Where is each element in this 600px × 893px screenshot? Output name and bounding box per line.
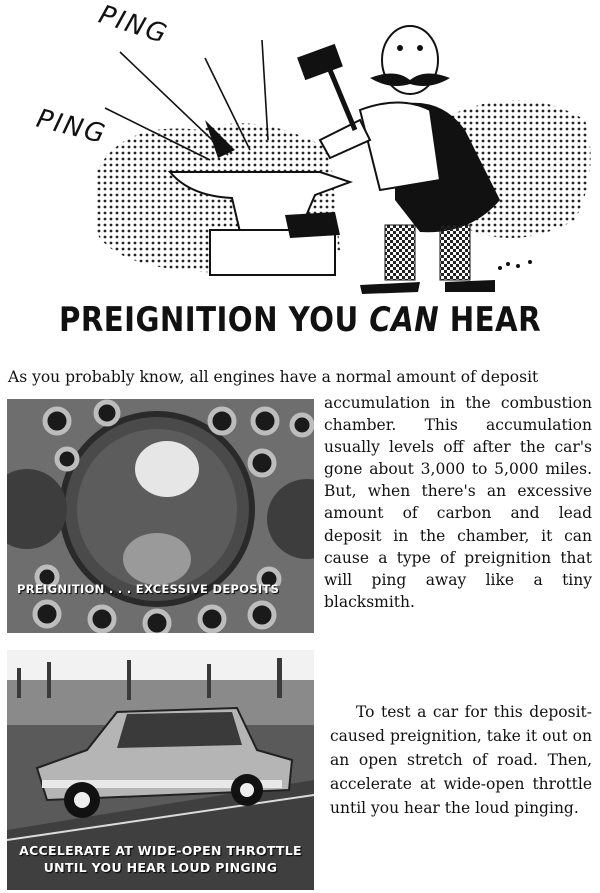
headline-part2: CAN bbox=[369, 300, 440, 340]
ping-text-top: PING bbox=[95, 0, 172, 51]
photo2-caption-line2: UNTIL YOU HEAR LOUD PINGING bbox=[43, 860, 278, 875]
blacksmith-illustration bbox=[0, 0, 600, 300]
headline-part3: HEAR bbox=[439, 300, 542, 340]
engine-deposits-photo bbox=[7, 399, 314, 633]
headline bbox=[42, 300, 558, 340]
headline-part1: PREIGNITION YOU bbox=[58, 300, 370, 340]
photo2-caption bbox=[7, 842, 314, 876]
photo1-caption: PREIGNITION . . . EXCESSIVE DEPOSITS bbox=[17, 582, 280, 596]
photo2-caption-line1: ACCELERATE AT WIDE-OPEN THROTTLE bbox=[19, 843, 302, 858]
paragraph-deposits: accumulation in the combustion chamber. This accumulation usually levels off after the car's gone about 3,000 to 5,000 miles. But, when there's an excessive amount of carbon and lead deposit in the chamber, it can cause a type of preignition that will ping away like a tiny blacksmith. bbox=[324, 394, 592, 611]
car-photo bbox=[7, 650, 314, 890]
paragraph-test: To test a car for this deposit-caused preignition, take it out on an open stretch of road. Then, accelerate at wide-open throttle until you hear the loud pinging. bbox=[330, 703, 592, 817]
intro-line: As you probably know, all engines have a normal amount of deposit bbox=[8, 368, 539, 386]
engine-head-image bbox=[7, 399, 314, 633]
blacksmith-drawing bbox=[0, 0, 600, 300]
ping-text-left: PING bbox=[33, 103, 110, 151]
